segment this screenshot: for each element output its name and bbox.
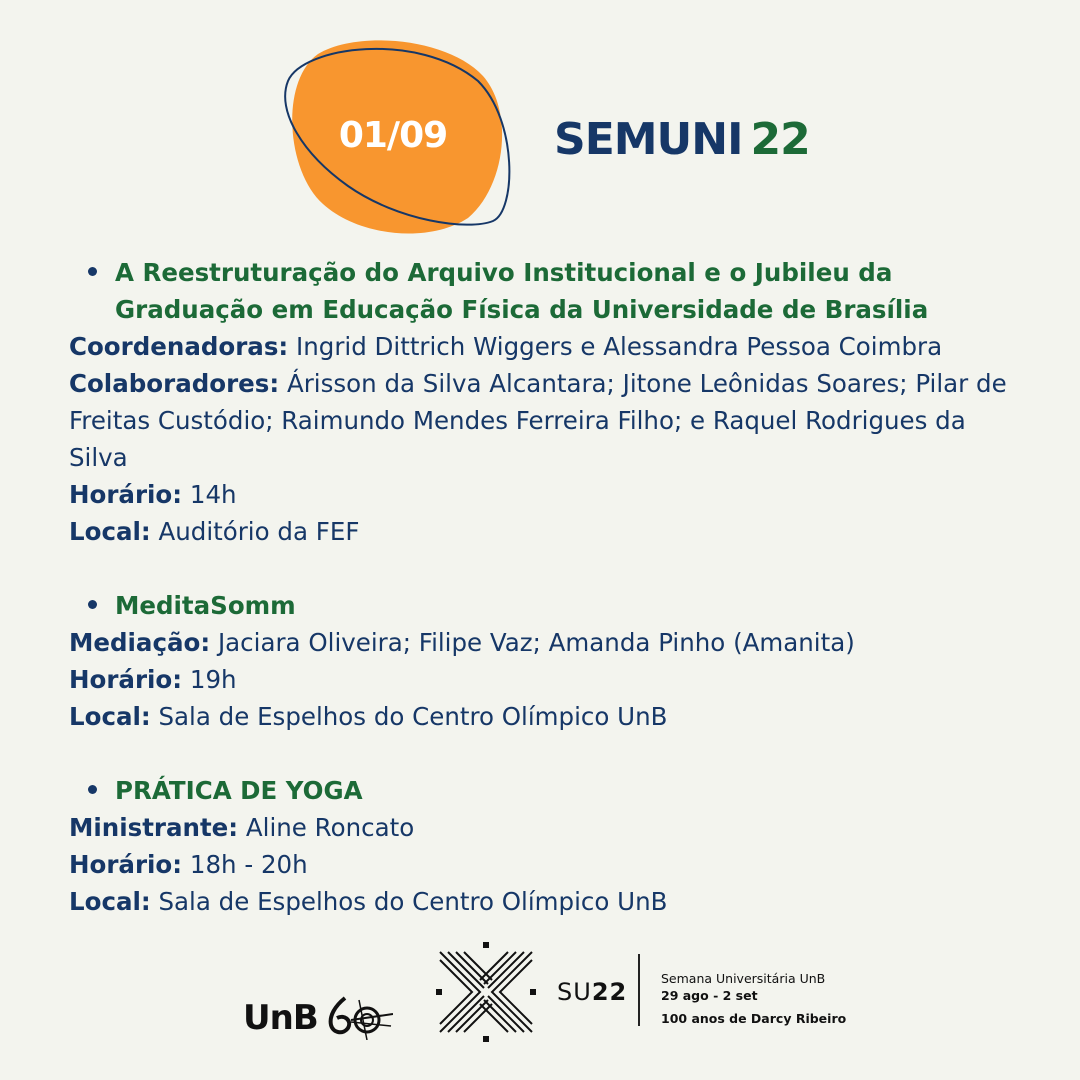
detail-value: Árisson da Silva Alcantara; Jitone Leônidas Soares; Pilar de Freitas Custódio; Raimundo Mendes Ferreira Filho; e Raquel Rodrigues da Silva bbox=[69, 369, 1007, 472]
detail-value: Ingrid Dittrich Wiggers e Alessandra Pessoa Coimbra bbox=[288, 332, 943, 361]
detail-value: 19h bbox=[182, 665, 237, 694]
detail-label: Ministrante: bbox=[69, 813, 239, 842]
detail-value: Auditório da FEF bbox=[150, 517, 360, 546]
su-number: 22 bbox=[591, 978, 628, 1006]
bullet-icon bbox=[88, 600, 97, 609]
detail-label: Local: bbox=[69, 517, 151, 546]
event-title-line: PRÁTICA DE YOGA bbox=[115, 776, 363, 805]
footer-divider bbox=[638, 954, 640, 1026]
event-title-line: MeditaSomm bbox=[115, 591, 296, 620]
detail-label: Horário: bbox=[69, 850, 183, 879]
detail-value: Jaciara Oliveira; Filipe Vaz; Amanda Pinho (Amanita) bbox=[210, 628, 855, 657]
unb-logo-text: UnB bbox=[243, 998, 318, 1038]
footer bbox=[0, 930, 1080, 1080]
su22-cross-mark-icon bbox=[436, 942, 536, 1042]
detail-label: Horário: bbox=[69, 665, 183, 694]
event-detail bbox=[69, 624, 1029, 661]
detail-label: Colaboradores: bbox=[69, 369, 280, 398]
event-detail bbox=[69, 698, 1029, 735]
event-title bbox=[69, 254, 1029, 328]
brand-number: 22 bbox=[750, 114, 810, 165]
event-item bbox=[69, 772, 1029, 920]
detail-value: 18h - 20h bbox=[182, 850, 308, 879]
su-info-tagline: 100 anos de Darcy Ribeiro bbox=[661, 1011, 847, 1026]
event-detail bbox=[69, 365, 1029, 476]
unb-60-logo bbox=[243, 998, 318, 1038]
su-info-dates: 29 ago - 2 set bbox=[661, 988, 758, 1003]
detail-value: Sala de Espelhos do Centro Olímpico UnB bbox=[150, 887, 668, 916]
event-detail bbox=[69, 846, 1029, 883]
semuni-brand bbox=[554, 114, 810, 165]
su-info-line1: Semana Universitária UnB bbox=[661, 971, 826, 986]
unb-60-logo-icon bbox=[323, 992, 393, 1040]
event-detail bbox=[69, 476, 1029, 513]
detail-label: Mediação: bbox=[69, 628, 211, 657]
bullet-icon bbox=[88, 267, 97, 276]
su22-label bbox=[557, 978, 627, 1006]
event-item bbox=[69, 587, 1029, 735]
event-title-line: A Reestruturação do Arquivo Institucional e o Jubileu da bbox=[115, 258, 893, 287]
brand-text: SEMUNI bbox=[554, 114, 743, 165]
event-detail bbox=[69, 661, 1029, 698]
su-info bbox=[661, 970, 846, 1027]
event-title bbox=[69, 772, 1029, 809]
event-list bbox=[69, 254, 1029, 957]
event-detail bbox=[69, 328, 1029, 365]
detail-value: Aline Roncato bbox=[238, 813, 415, 842]
detail-label: Coordenadoras: bbox=[69, 332, 289, 361]
event-detail bbox=[69, 809, 1029, 846]
header bbox=[0, 0, 1080, 250]
event-title-line: Graduação em Educação Física da Universidade de Brasília bbox=[115, 295, 929, 324]
event-item bbox=[69, 254, 1029, 550]
detail-value: Sala de Espelhos do Centro Olímpico UnB bbox=[150, 702, 668, 731]
bullet-icon bbox=[88, 785, 97, 794]
event-detail bbox=[69, 883, 1029, 920]
detail-label: Local: bbox=[69, 702, 151, 731]
event-date: 01/09 bbox=[338, 115, 448, 156]
detail-label: Local: bbox=[69, 887, 151, 916]
event-detail bbox=[69, 513, 1029, 550]
detail-label: Horário: bbox=[69, 480, 183, 509]
event-title bbox=[69, 587, 1029, 624]
su-prefix: SU bbox=[557, 978, 592, 1006]
detail-value: 14h bbox=[182, 480, 237, 509]
